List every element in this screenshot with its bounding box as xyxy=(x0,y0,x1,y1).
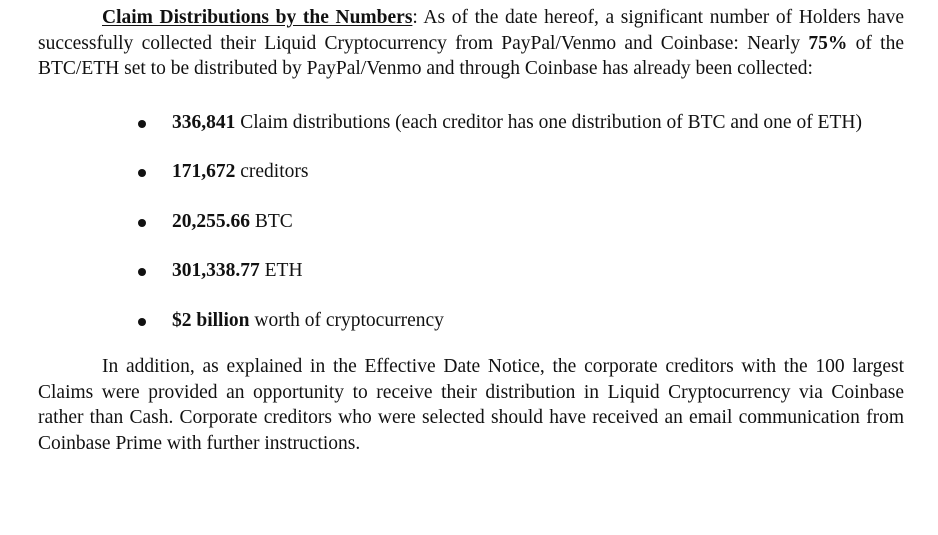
stat-description: worth of cryptocurrency xyxy=(249,309,444,331)
stat-description: Claim distributions (each creditor has one distribution of BTC and one of ETH) xyxy=(235,111,862,133)
stat-value: $2 billion xyxy=(172,309,250,331)
list-item xyxy=(38,258,904,284)
statistics-list xyxy=(38,110,904,334)
stat-value: 171,672 xyxy=(172,161,236,182)
bullet-icon xyxy=(138,219,146,227)
stat-description: BTC xyxy=(250,210,293,232)
bullet-icon xyxy=(138,268,146,276)
list-item xyxy=(38,110,904,136)
closing-paragraph xyxy=(38,354,904,456)
bullet-icon xyxy=(138,169,146,177)
intro-text-end: of the BTC/ETH set to be distributed by PayPal/Venmo and through Coinbase has already been collected: xyxy=(38,32,904,79)
document-body xyxy=(38,5,904,456)
stat-value: 20,255.66 xyxy=(172,210,250,232)
bullet-icon xyxy=(138,318,146,326)
collected-percent: 75% xyxy=(808,32,848,54)
heading-colon: : xyxy=(412,7,418,28)
intro-paragraph xyxy=(38,5,904,82)
list-item xyxy=(38,209,904,235)
stat-value: 336,841 xyxy=(172,111,236,133)
stat-description: creditors xyxy=(235,161,309,182)
stat-value: 301,338.77 xyxy=(172,260,260,281)
closing-text: In addition, as explained in the Effective Date Notice, the corporate creditors with the 100 largest Claims were provided an opportunity to receive their distribution in Liquid Cryptocurrency via Coinbase rather than Cash. Corporate creditors who were selected should have received an email communication from Coinbase Prime with further instructions. xyxy=(38,356,904,454)
bullet-icon xyxy=(138,120,146,128)
intro-text-start: As of the date hereof, a significant number of Holders have successfully collected their Liquid Cryptocurrency from PayPal/Venmo and Coinbase: Nearly xyxy=(38,7,905,54)
list-item xyxy=(38,308,904,334)
stat-description: ETH xyxy=(259,260,303,281)
section-heading: Claim Distributions by the Numbers xyxy=(102,7,413,28)
list-item xyxy=(38,159,904,185)
